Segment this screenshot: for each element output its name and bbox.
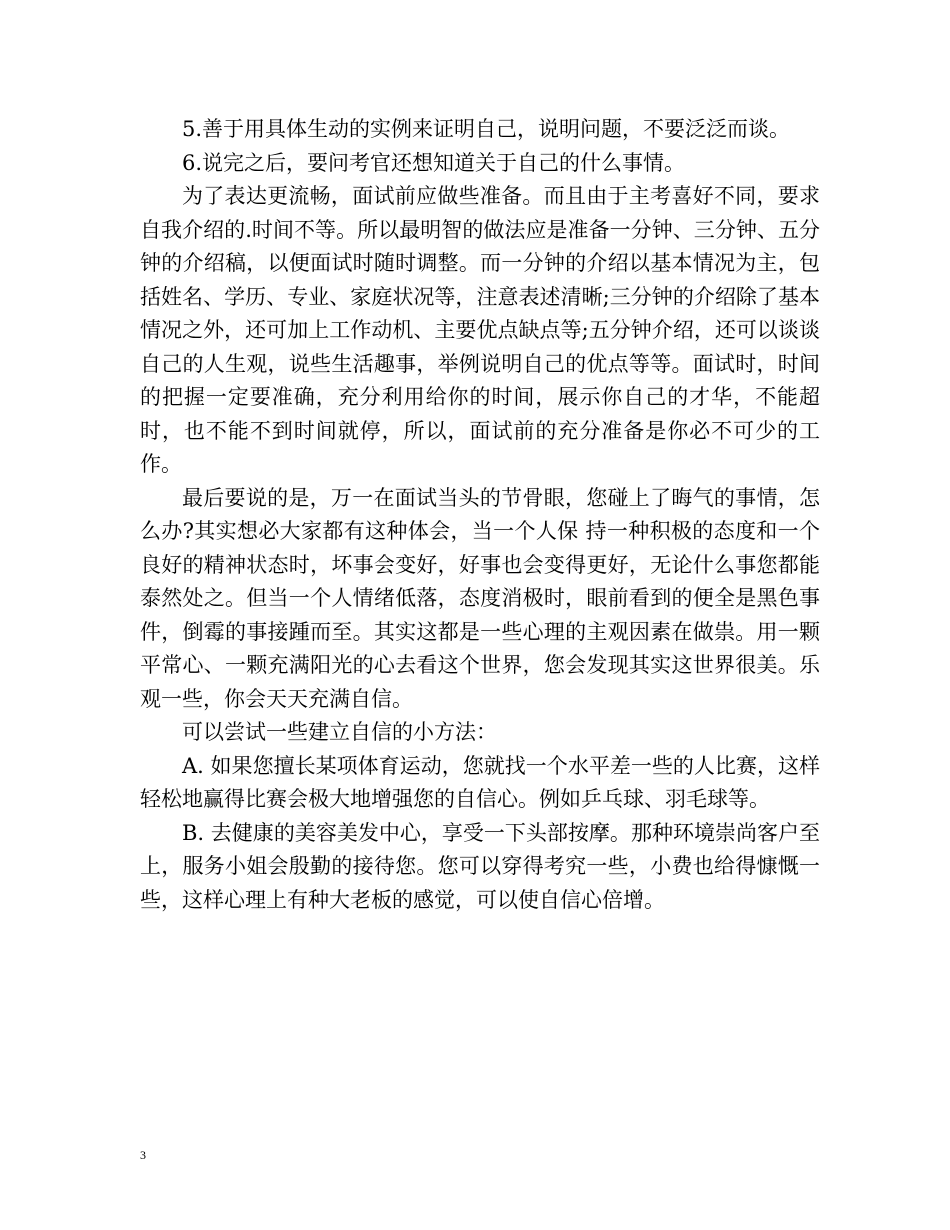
paragraph-methods-intro: 可以尝试一些建立自信的小方法： bbox=[182, 720, 497, 744]
page-number: 3 bbox=[140, 1148, 146, 1162]
paragraph-preparation: 为了表达更流畅，面试前应做些准备。而且由于主考喜好不同，要求自我介绍的.时间不等。所以最明智的做法应是准备一分钟、三分钟、五分钟的介绍稿，以便面试时随时调整。而一分钟的介绍以基本情况为主，包括姓名、学历、专业、家庭状况等，注意表述清晰;三分钟的介绍除了基本情况之外，还可加上工作动机、主要优点缺点等;五分钟介绍，还可以谈谈自己的人生观，说些生活趣事，举例说明自己的优点等等。面试时，时间的把握一定要准确，充分利用给你的时间，展示你自己的才华，不能超时，也不能不到时间就停，所以，面试前的充分准备是你必不可少的工作。 bbox=[140, 184, 820, 476]
paragraph-mindset: 最后要说的是，万一在面试当头的节骨眼，您碰上了晦气的事情，怎么办?其实想必大家都有这种体会，当一个人保 持一种积极的态度和一个良好的精神状态时，坏事会变好，好事也会变得更好，无论什么事您都能泰然处之。但当一个人情绪低落，态度消极时，眼前看到的便全是黑色事件，倒霉的事接踵而至。其实这都是一些心理的主观因素在做祟。用一颗平常心、一颗充满阳光的心去看这个世界，您会发现其实这世界很美。乐观一些，你会天天充满自信。 bbox=[140, 485, 820, 711]
paragraph-item-6: 6.说完之后，要问考官还想知道关于自己的什么事情。 bbox=[182, 150, 686, 175]
paragraph-item-5: 5.善于用具体生动的实例来证明自己，说明问题，不要泛泛而谈。 bbox=[182, 117, 791, 141]
paragraph-method-b: B. 去健康的美容美发中心，享受一下头部按摩。那种环境崇尚客户至上，服务小姐会殷勤的接待您。您可以穿得考究一些，小费也给得慷慨一些，这样心理上有种大老板的感觉，可以使自信心倍增。 bbox=[140, 820, 820, 912]
document-body bbox=[140, 113, 820, 917]
paragraph-method-a: A. 如果您擅长某项体育运动，您就找一个水平差一些的人比赛，这样轻松地赢得比赛会极大地增强您的自信心。例如乒乓球、羽毛球等。 bbox=[140, 753, 820, 811]
